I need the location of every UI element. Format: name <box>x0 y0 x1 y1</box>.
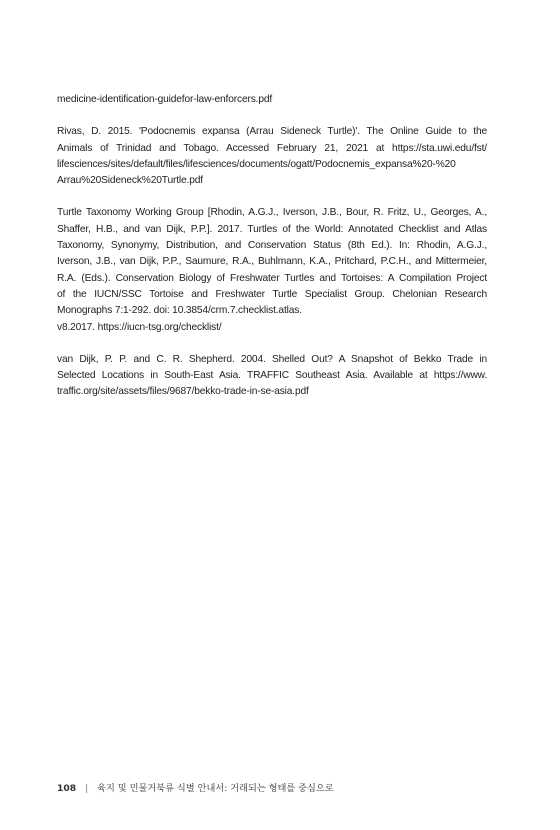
reference-list <box>57 92 487 417</box>
reference-line: Shaffer, H.B., and van Dijk, P.P.]. 2017. Turtles of the World: Annotated Checklist and Atlas <box>57 223 487 235</box>
reference-line: Rivas, D. 2015. 'Podocnemis expansa (Arrau Sideneck Turtle)'. The Online Guide to the <box>57 126 487 138</box>
reference-entry-1 <box>57 92 487 108</box>
reference-line: Selected Locations in South-East Asia. TRAFFIC Southeast Asia. Available at https://www. <box>57 370 487 382</box>
reference-line: van Dijk, P. P. and C. R. Shepherd. 2004. Shelled Out? A Snapshot of Bekko Trade in <box>57 353 487 365</box>
reference-line: Taxonomy, Synonymy, Distribution, and Conservation Status (8th Ed.). In: Rhodin, A.G.J., <box>57 240 487 252</box>
reference-entry-vandijk <box>57 352 487 401</box>
reference-line: medicine-identification-guidefor-law-enforcers.pdf <box>57 94 273 105</box>
reference-line: R.A. (Eds.). Conservation Biology of Freshwater Turtles and Tortoises: A Compilation Project <box>57 272 487 284</box>
reference-line: traffic.org/site/assets/files/9687/bekko-trade-in-se-asia.pdf <box>57 386 309 398</box>
reference-line: Iverson, J.B., van Dijk, P.P., Saumure, R.A., Buhlmann, K.A., Pritchard, P.C.H., and Mittermeier, <box>57 256 487 268</box>
book-title: 육지 및 민물거북류 식별 안내서: 거래되는 형태를 중심으로 <box>97 783 334 794</box>
reference-line: v8.2017. https://iucn-tsg.org/checklist/ <box>57 321 222 333</box>
reference-line: Turtle Taxonomy Working Group [Rhodin, A.G.J., Iverson, J.B., Bour, R. Fritz, U., Georges, A., <box>57 207 487 219</box>
reference-entry-rivas <box>57 124 487 189</box>
reference-line: of the IUCN/SSC Tortoise and Freshwater Turtle Specialist Group. Chelonian Research <box>57 288 487 300</box>
reference-line: Arrau%20Sideneck%20Turtle.pdf <box>57 175 203 187</box>
reference-entry-ttwg <box>57 205 487 335</box>
footer-separator: | <box>85 783 89 794</box>
reference-line: Animals of Trinidad and Tobago. Accessed February 21, 2021 at https://sta.uwi.edu/fst/ <box>57 142 487 154</box>
reference-line: Monographs 7:1-292. doi: 10.3854/crm.7.checklist.atlas. <box>57 305 302 317</box>
page-footer <box>57 780 334 794</box>
page-number: 108 <box>57 783 77 794</box>
reference-line: lifesciences/sites/default/files/lifesciences/documents/ogatt/Podocnemis_expansa%20-%20 <box>57 158 456 170</box>
